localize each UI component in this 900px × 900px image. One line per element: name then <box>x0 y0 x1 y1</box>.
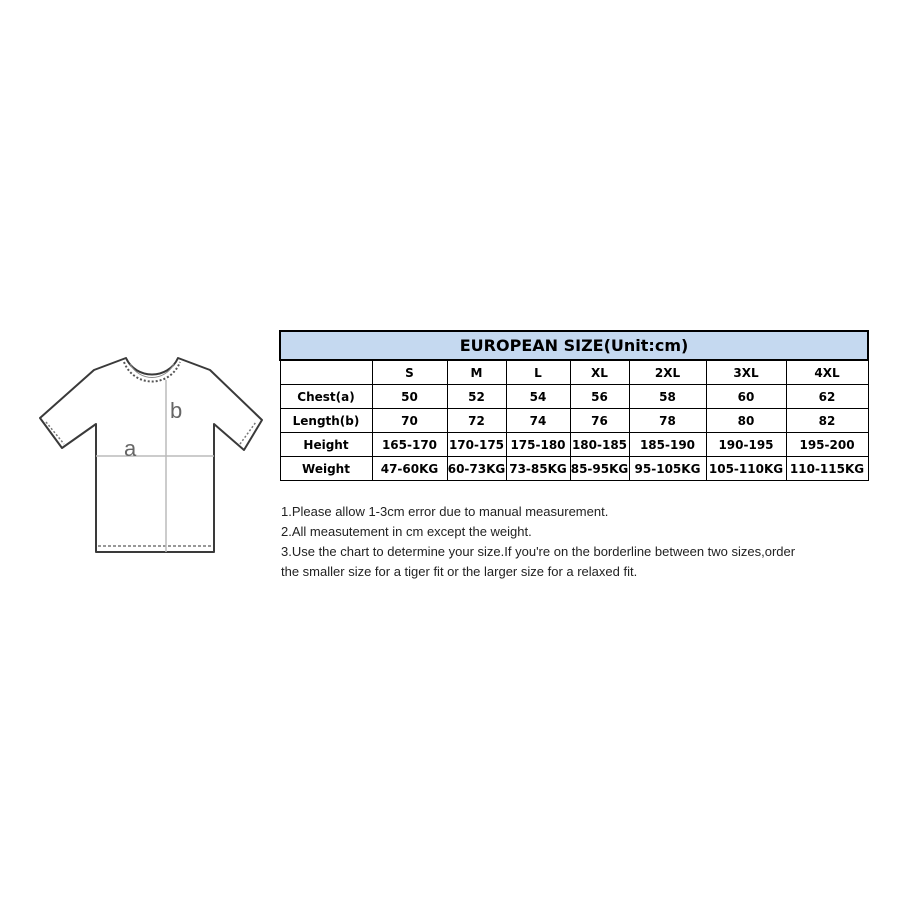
size-header-row <box>280 360 868 385</box>
table-row-chest <box>280 385 868 409</box>
note-line-4: the smaller size for a tiger fit or the larger size for a relaxed fit. <box>281 564 638 579</box>
header-cell-2xl: 2XL <box>629 360 706 385</box>
table-cell: 76 <box>570 409 629 433</box>
tshirt-diagram <box>38 352 266 558</box>
header-cell-m: M <box>447 360 506 385</box>
header-cell-l: L <box>506 360 570 385</box>
table-cell: 105-110KG <box>706 457 786 481</box>
table-cell: 110-115KG <box>786 457 868 481</box>
header-cell-s: S <box>372 360 447 385</box>
table-cell: 62 <box>786 385 868 409</box>
table-row-weight <box>280 457 868 481</box>
header-cell-3xl: 3XL <box>706 360 786 385</box>
tshirt-outline <box>40 358 262 552</box>
length-label-b: b <box>170 398 183 423</box>
size-notes <box>281 502 881 582</box>
table-cell: 170-175 <box>447 433 506 457</box>
table-cell: 85-95KG <box>570 457 629 481</box>
table-cell: 72 <box>447 409 506 433</box>
table-cell: 82 <box>786 409 868 433</box>
table-cell: 56 <box>570 385 629 409</box>
row-label: Chest(a) <box>280 385 372 409</box>
table-cell: 78 <box>629 409 706 433</box>
header-cell-4xl: 4XL <box>786 360 868 385</box>
table-cell: 54 <box>506 385 570 409</box>
header-cell-blank <box>280 360 372 385</box>
table-cell: 195-200 <box>786 433 868 457</box>
row-label: Weight <box>280 457 372 481</box>
table-cell: 58 <box>629 385 706 409</box>
table-cell: 73-85KG <box>506 457 570 481</box>
table-cell: 52 <box>447 385 506 409</box>
table-row-height <box>280 433 868 457</box>
table-cell: 80 <box>706 409 786 433</box>
note-line-1: 1.Please allow 1-3cm error due to manual measurement. <box>281 504 609 519</box>
table-cell: 190-195 <box>706 433 786 457</box>
table-cell: 60-73KG <box>447 457 506 481</box>
table-cell: 50 <box>372 385 447 409</box>
table-row-length <box>280 409 868 433</box>
note-line-2: 2.All measutement in cm except the weight. <box>281 524 532 539</box>
table-cell: 70 <box>372 409 447 433</box>
table-cell: 185-190 <box>629 433 706 457</box>
chest-label-a: a <box>124 436 137 461</box>
header-cell-xl: XL <box>570 360 629 385</box>
table-title: EUROPEAN SIZE(Unit:cm) <box>280 331 868 360</box>
size-table <box>279 330 869 481</box>
table-cell: 165-170 <box>372 433 447 457</box>
row-label: Height <box>280 433 372 457</box>
table-cell: 95-105KG <box>629 457 706 481</box>
row-label: Length(b) <box>280 409 372 433</box>
table-cell: 175-180 <box>506 433 570 457</box>
table-cell: 180-185 <box>570 433 629 457</box>
table-cell: 74 <box>506 409 570 433</box>
table-cell: 60 <box>706 385 786 409</box>
note-line-3: 3.Use the chart to determine your size.If you're on the borderline between two sizes,order <box>281 544 796 559</box>
table-cell: 47-60KG <box>372 457 447 481</box>
